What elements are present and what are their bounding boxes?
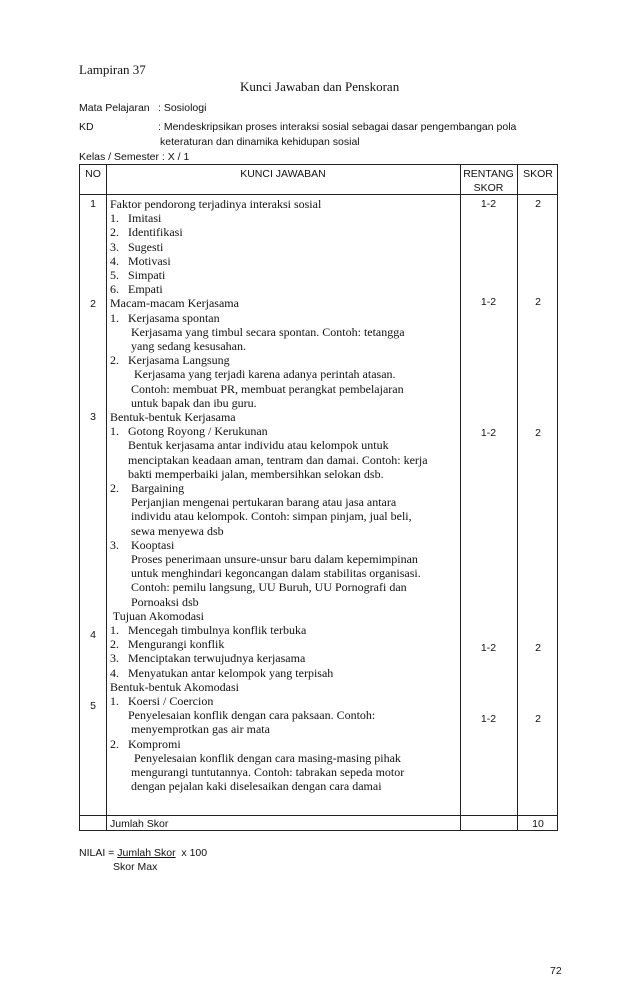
answer-key-table: [79, 164, 558, 831]
answer-line: 1. Koersi / Coercion: [110, 694, 214, 708]
answer-line: Perjanjian mengenai pertukaran barang atau jasa antara: [110, 495, 397, 510]
answer-line: dengan pejalan kaki diselesaikan dengan cara damai: [110, 779, 382, 794]
answer-line: sewa menyewa dsb: [110, 523, 224, 538]
header-kunci-jawaban: KUNCI JAWABAN: [240, 168, 326, 180]
answer-line: 1. Gotong Royong / Kerukunan: [110, 424, 268, 439]
answer-line: Contoh: pemilu langsung, UU Buruh, UU Pornografi dan: [110, 580, 407, 595]
answer-line: menyemprotkan gas air mata: [110, 722, 270, 737]
mapel-value: : Sosiologi: [158, 102, 207, 114]
answer-line: Bentuk kerjasama antar individu atau kelompok untuk: [110, 438, 389, 453]
meta-mapel: [0, 102, 638, 116]
answer-line: Proses penerimaan unsure-unsur baru dalam kepemimpinan: [110, 552, 418, 566]
nilai-suffix: x 100: [175, 847, 208, 859]
page-number: 72: [550, 965, 562, 977]
answer-line: 1. Imitasi: [110, 211, 162, 226]
nilai-numerator: Jumlah Skor: [117, 847, 176, 859]
row-no: 2: [90, 298, 96, 310]
row-no: 1: [90, 198, 96, 210]
meta-kd: [0, 121, 638, 135]
answer-line: 3. Menciptakan terwujudnya kerjasama: [110, 651, 306, 666]
answer-line: Macam-macam Kerjasama: [110, 296, 239, 311]
answer-line: bakti memperbaiki jalan, membersihkan selokan dsb.: [110, 466, 384, 481]
total-label: Jumlah Skor: [110, 818, 169, 830]
row-no: 3: [90, 411, 96, 423]
answer-line: mengurangi tuntutannya. Contoh: tabrakan sepeda motor: [110, 765, 405, 779]
total-divider: [80, 815, 557, 816]
kd-value-line-2: keteraturan dan dinamika kehidupan sosial: [160, 136, 360, 148]
answer-line: 3. Kooptasi: [110, 537, 175, 552]
row-skor: 2: [535, 198, 541, 210]
kelas-semester: Kelas / Semester : X / 1: [79, 151, 190, 163]
row-rentang: 1-2: [480, 296, 497, 308]
answer-line: individu atau kelompok. Contoh: simpan pinjam, jual beli,: [110, 509, 412, 524]
answer-line: 2. Identifikasi: [110, 225, 183, 240]
header-rentang-line-1: RENTANG: [463, 168, 514, 180]
row-rentang: 1-2: [480, 198, 497, 210]
meta-kd-cont: [0, 136, 638, 150]
row-skor: 2: [535, 642, 541, 654]
kd-value-line-1: : Mendeskripsikan proses interaksi sosial sebagai dasar pengembangan pola: [158, 121, 517, 133]
row-rentang: 1-2: [480, 713, 497, 725]
answer-line: 2. Kompromi: [110, 736, 181, 751]
row-rentang: 1-2: [480, 427, 497, 439]
row-rentang: 1-2: [480, 642, 497, 654]
answer-line: 2. Bargaining: [110, 481, 185, 495]
answer-line: Bentuk-bentuk Kerjasama: [110, 410, 236, 424]
answer-line: 1. Mencegah timbulnya konflik terbuka: [110, 623, 307, 637]
answer-line: Contoh: membuat PR, membuat perangkat pembelajaran: [110, 381, 404, 396]
answer-line: 1. Kerjasama spontan: [110, 310, 220, 325]
header-skor: SKOR: [523, 168, 553, 180]
col-divider: [106, 165, 107, 830]
answer-line: yang sedang kesusahan.: [110, 339, 246, 353]
answer-line: Kerjasama yang timbul secara spontan. Contoh: tetangga: [110, 324, 405, 339]
answer-line: 2. Mengurangi konflik: [110, 637, 225, 652]
answer-line: 5. Simpati: [110, 268, 166, 282]
lampiran-label: Lampiran 37: [79, 62, 146, 77]
document-title: Kunci Jawaban dan Penskoran: [240, 79, 400, 94]
header-rentang-line-2: SKOR: [473, 182, 504, 194]
row-no: 4: [90, 629, 96, 641]
row-skor: 2: [535, 427, 541, 439]
answer-line: Penyelesaian konflik dengan cara masing-masing pihak: [110, 750, 401, 765]
answer-line: 4. Menyatukan antar kelompok yang terpisah: [110, 665, 334, 680]
answer-line: Penyelesaian konflik dengan cara paksaan. Contoh:: [110, 708, 376, 723]
mapel-label: Mata Pelajaran: [79, 102, 150, 114]
answer-line: untuk bapak dan ibu guru.: [110, 395, 257, 410]
nilai-formula: [79, 847, 207, 859]
answer-line: 6. Empati: [110, 282, 163, 297]
answer-line: Faktor pendorong terjadinya interaksi sosial: [110, 197, 322, 211]
answer-line: 3. Sugesti: [110, 239, 164, 254]
col-divider: [460, 165, 461, 830]
col-divider: [517, 165, 518, 830]
answer-line: menciptakan keadaan aman, tentram dan damai. Contoh: kerja: [110, 452, 428, 467]
answer-line: Kerjasama yang terjadi karena adanya perintah atasan.: [110, 367, 396, 382]
nilai-prefix: NILAI =: [79, 847, 118, 859]
answer-line: 4. Motivasi: [110, 253, 171, 268]
row-skor: 2: [535, 713, 541, 725]
answer-line: 2. Kerjasama Langsung: [110, 353, 230, 368]
answer-line: Bentuk-bentuk Akomodasi: [110, 679, 239, 694]
kd-label: KD: [79, 121, 94, 133]
nilai-denominator: Skor Max: [113, 861, 158, 873]
answer-line: Tujuan Akomodasi: [110, 608, 205, 623]
header-no: NO: [85, 168, 101, 180]
total-value: 10: [532, 818, 544, 830]
row-no: 5: [90, 700, 96, 712]
row-skor: 2: [535, 296, 541, 308]
answer-line: untuk menghindari kegoncangan dalam stabilitas organisasi.: [110, 566, 421, 581]
answer-line: Pornoaksi dsb: [110, 594, 199, 609]
